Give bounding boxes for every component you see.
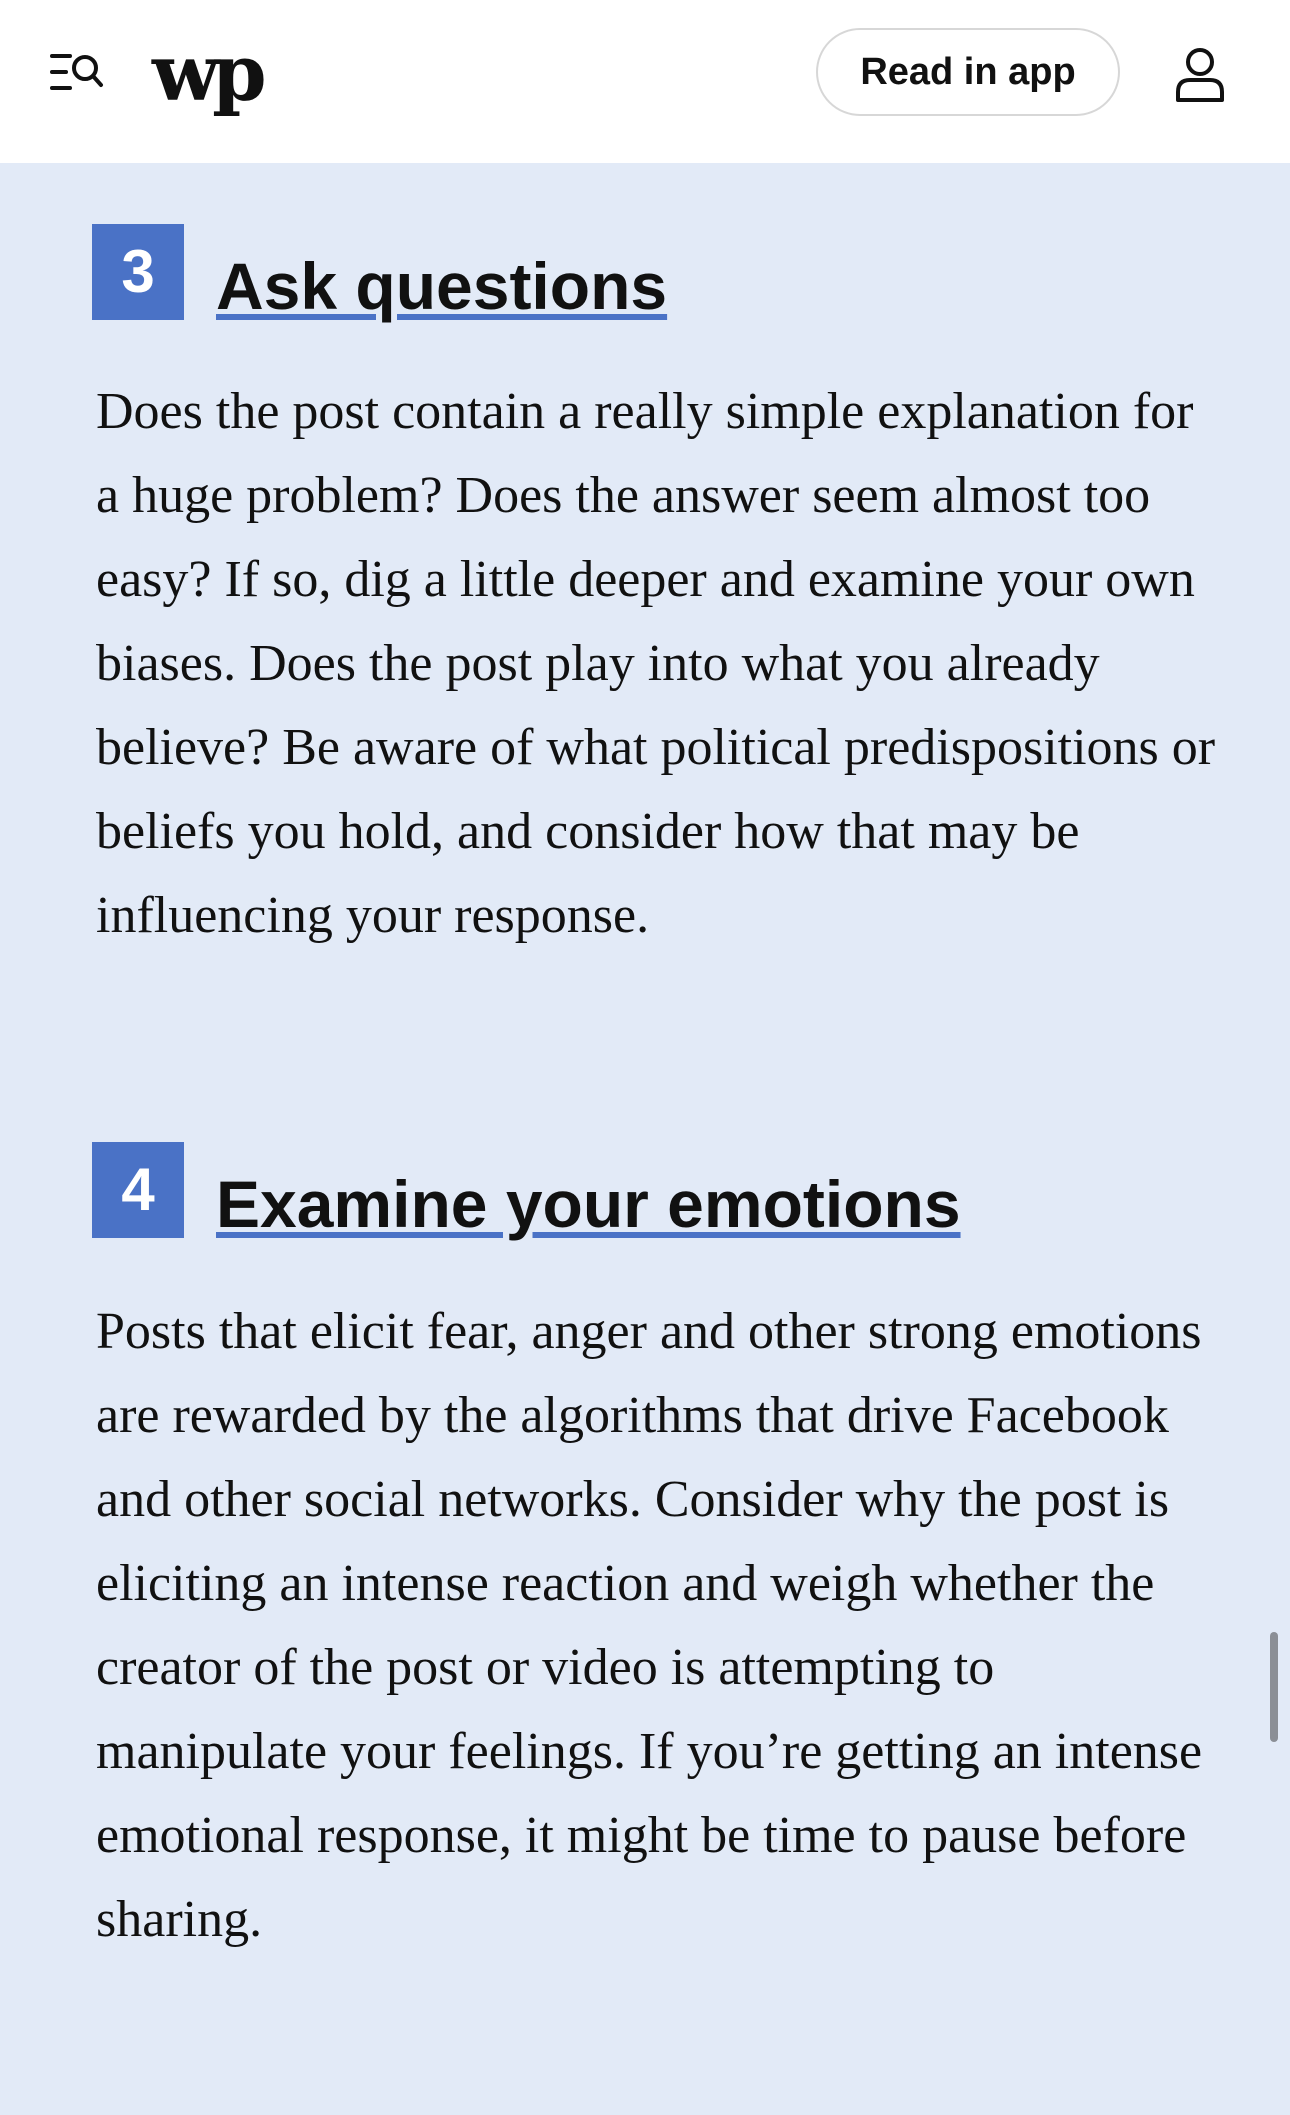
wp-logo[interactable]: wp <box>152 28 260 119</box>
menu-search-icon <box>50 50 104 94</box>
scrollbar-thumb[interactable] <box>1270 1632 1278 1742</box>
section-number-badge: 4 <box>92 1142 184 1238</box>
read-in-app-button[interactable]: Read in app <box>816 28 1120 116</box>
section-heading: Ask questions <box>216 249 668 323</box>
section-heading: Examine your emotions <box>216 1167 961 1241</box>
account-button[interactable] <box>1170 46 1230 104</box>
account-icon <box>1170 46 1230 104</box>
menu-search-button[interactable] <box>50 50 104 94</box>
section-number-badge: 3 <box>92 224 184 320</box>
top-nav-bar <box>0 0 1290 163</box>
section-body-text: Posts that elicit fear, anger and other strong emotions are rewarded by the algorithms that drive Facebook and other social networks. Consider why the post is eliciting an intense reaction and weigh whether the creator of the post or video is attempting to manipulate your feelings. If you’re getting an intense emotional response, it might be time to pause before sharing. <box>96 1303 1203 1948</box>
section-body-text: Does the post contain a really simple explanation for a huge problem? Does the answer seem almost too easy? If so, dig a little deeper and examine your own biases. Does the post play into what you already believe? Be aware of what political predispositions or beliefs you hold, and consider how that may be influencing your response. <box>96 383 1216 944</box>
